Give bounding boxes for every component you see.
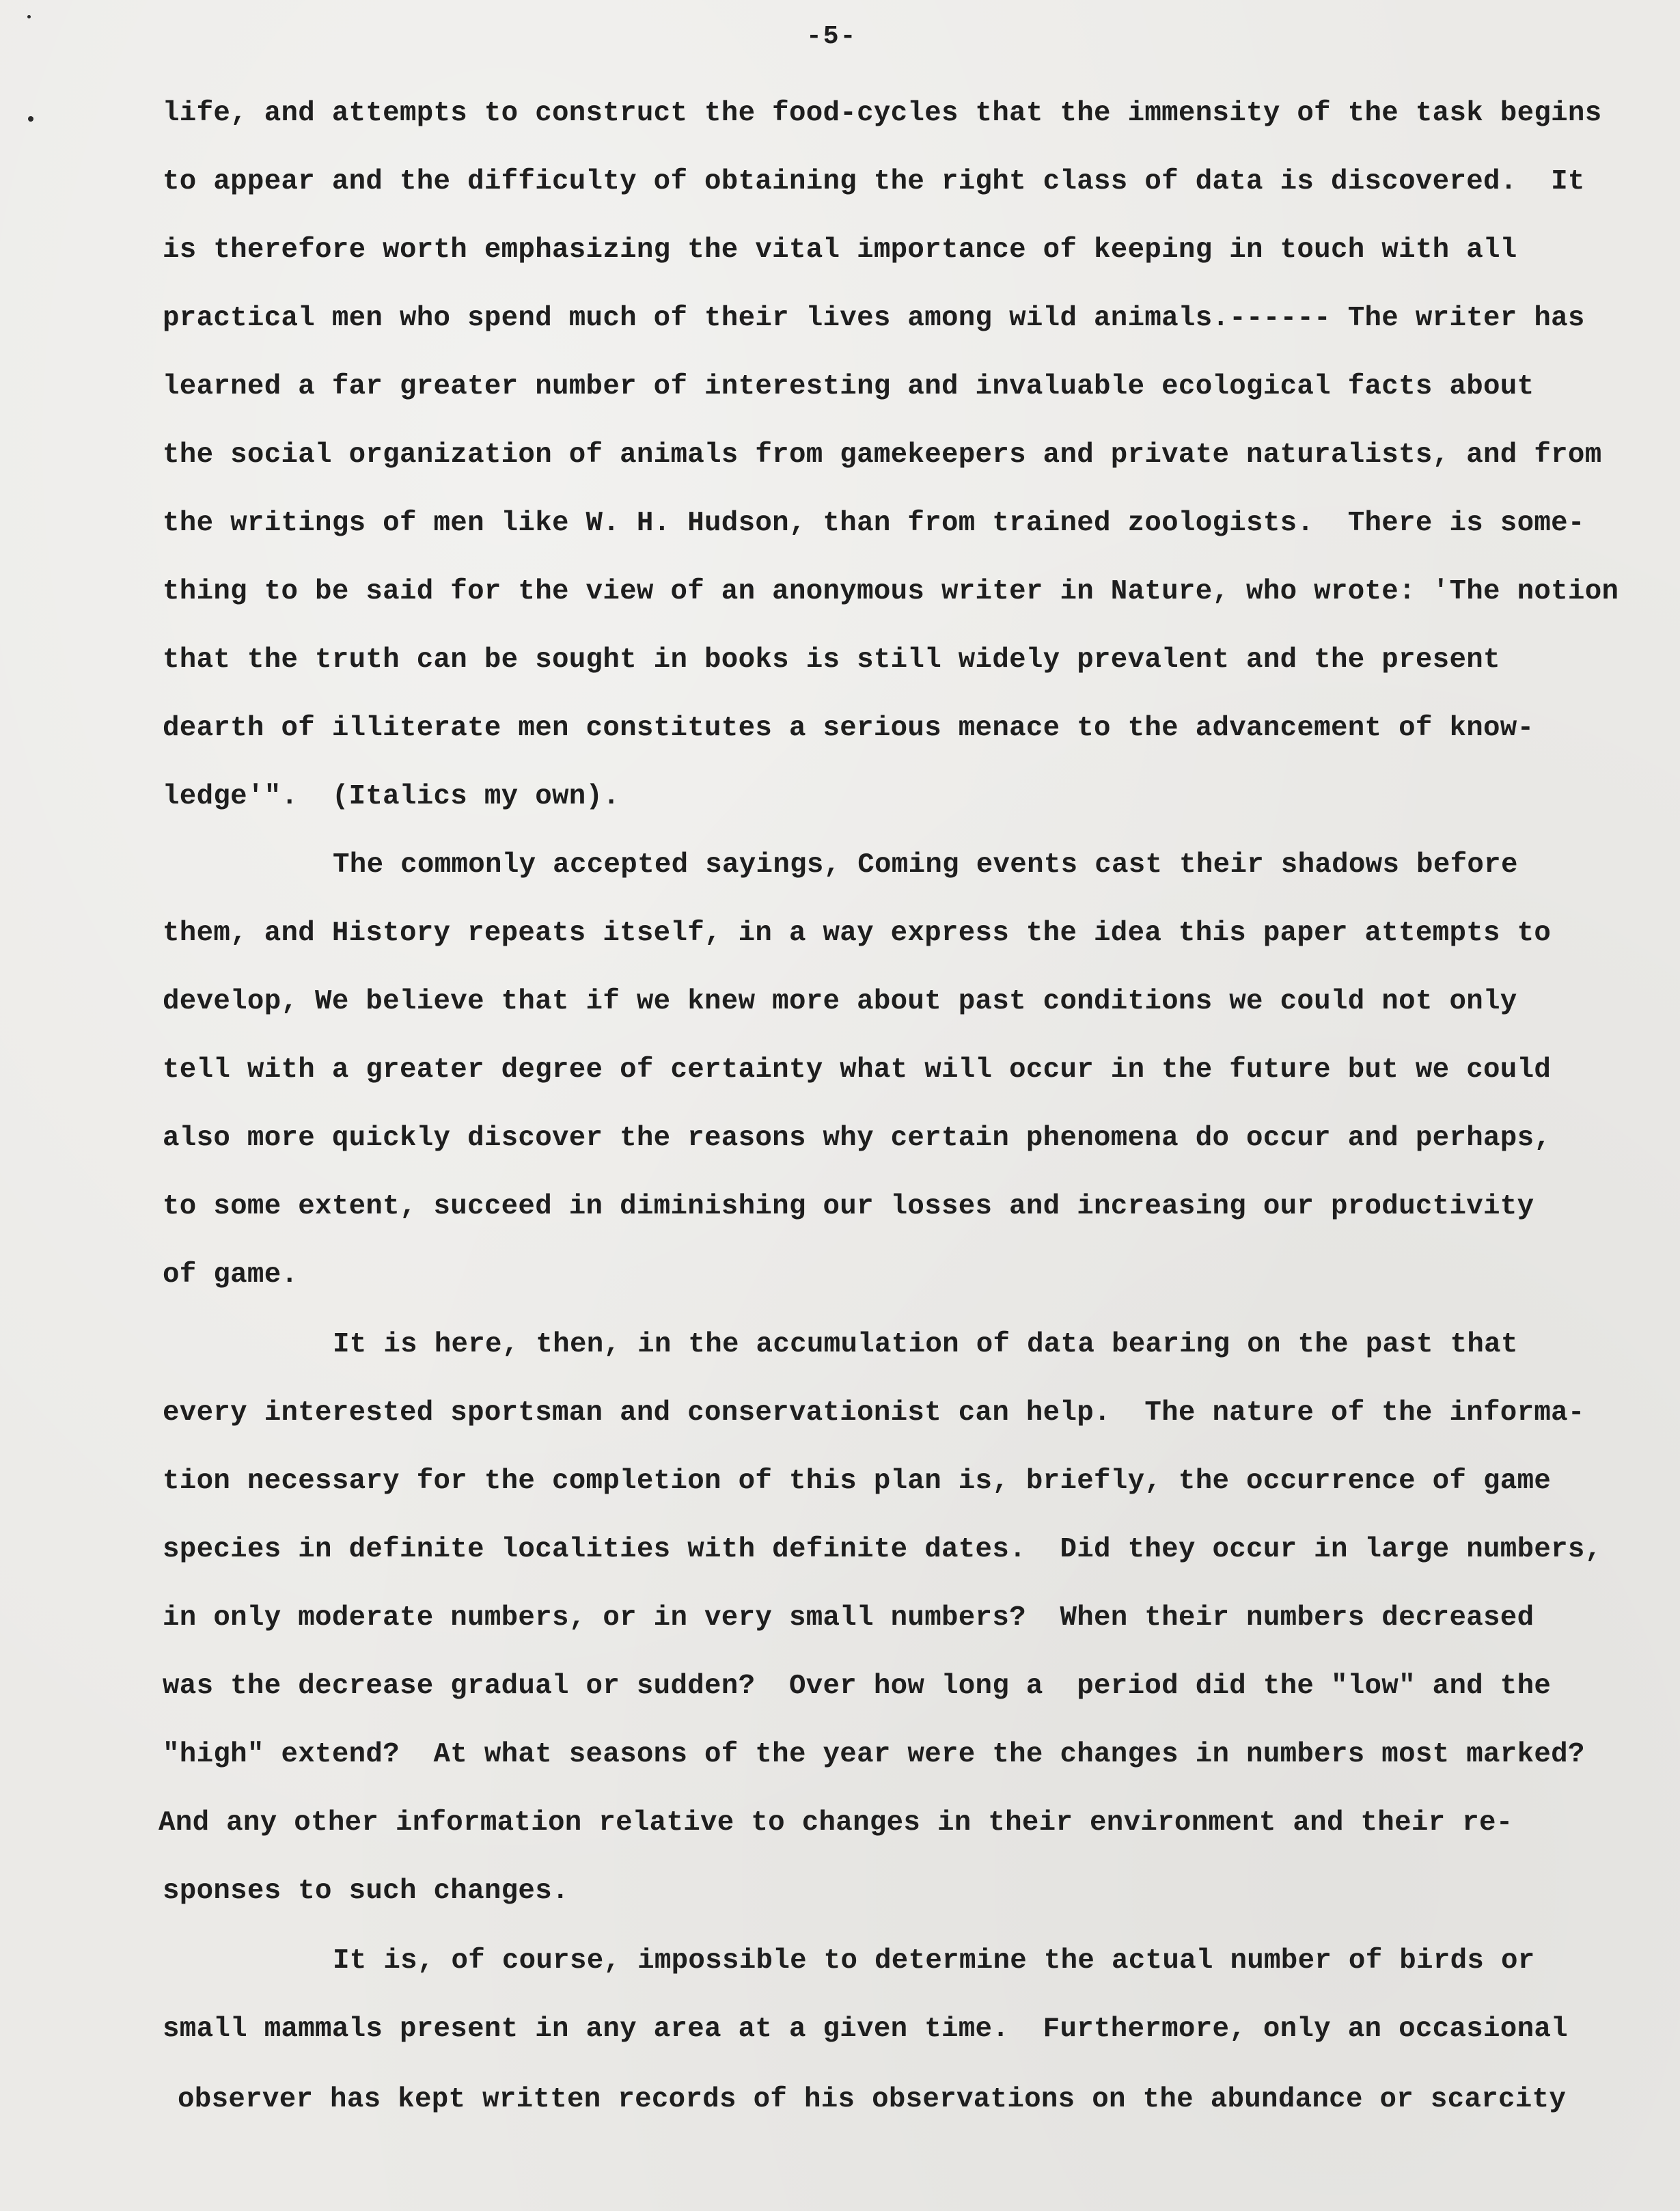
- text-line: in only moderate numbers, or in very small numbers? When their numbers decreased: [163, 1602, 1534, 1634]
- text-line: tell with a greater degree of certainty what will occur in the future but we could: [163, 1054, 1552, 1086]
- text-line: "high" extend? At what seasons of the year were the changes in numbers most marked?: [163, 1739, 1585, 1770]
- paragraph-first-line: The commonly accepted sayings, Coming events cast their shadows before: [333, 849, 1518, 881]
- text-line: to appear and the difficulty of obtaining the right class of data is discovered. It: [163, 166, 1585, 197]
- text-line: species in definite localities with definite dates. Did they occur in large numbers,: [163, 1534, 1602, 1565]
- paragraph-first-line: It is, of course, impossible to determine the actual number of birds or: [333, 1945, 1535, 1977]
- text-line: the social organization of animals from gamekeepers and private naturalists, and from: [163, 439, 1602, 471]
- text-line: practical men who spend much of their lives among wild animals.------ The writer has: [163, 303, 1585, 334]
- paragraph-first-line: It is here, then, in the accumulation of data bearing on the past that: [333, 1329, 1518, 1360]
- text-line: of game.: [163, 1259, 299, 1291]
- text-line: them, and History repeats itself, in a way express the idea this paper attempts to: [163, 918, 1552, 949]
- text-line: also more quickly discover the reasons why certain phenomena do occur and perhaps,: [163, 1123, 1552, 1154]
- text-line: observer has kept written records of his observations on the abundance or scarcity: [178, 2084, 1567, 2115]
- text-line: dearth of illiterate men constitutes a serious menace to the advancement of know-: [163, 713, 1534, 744]
- text-line: every interested sportsman and conservationist can help. The nature of the informa-: [163, 1397, 1585, 1429]
- text-line: to some extent, succeed in diminishing our losses and increasing our productivity: [163, 1191, 1534, 1222]
- margin-mark: [28, 116, 33, 122]
- text-line: tion necessary for the completion of this plan is, briefly, the occurrence of game: [163, 1466, 1552, 1497]
- text-line: thing to be said for the view of an anonymous writer in Nature, who wrote: 'The notion: [163, 576, 1619, 607]
- page-number: -5-: [806, 22, 857, 51]
- text-line: is therefore worth emphasizing the vital importance of keeping in touch with all: [163, 234, 1517, 266]
- text-line: life, and attempts to construct the food-cycles that the immensity of the task begins: [163, 98, 1602, 129]
- text-line: develop, We believe that if we knew more about past conditions we could not only: [163, 986, 1517, 1017]
- text-line: ledge'". (Italics my own).: [163, 781, 620, 812]
- text-line: learned a far greater number of interesting and invaluable ecological facts about: [163, 371, 1534, 402]
- text-line: And any other information relative to changes in their environment and their re-: [159, 1807, 1513, 1839]
- text-line: small mammals present in any area at a given time. Furthermore, only an occasional: [163, 2014, 1568, 2045]
- text-line: the writings of men like W. H. Hudson, than from trained zoologists. There is some-: [163, 508, 1585, 539]
- paper-speck: [27, 15, 31, 18]
- text-line: sponses to such changes.: [163, 1876, 569, 1907]
- text-line: was the decrease gradual or sudden? Over how long a period did the "low" and the: [163, 1671, 1552, 1702]
- text-line: that the truth can be sought in books is still widely prevalent and the present: [163, 644, 1500, 676]
